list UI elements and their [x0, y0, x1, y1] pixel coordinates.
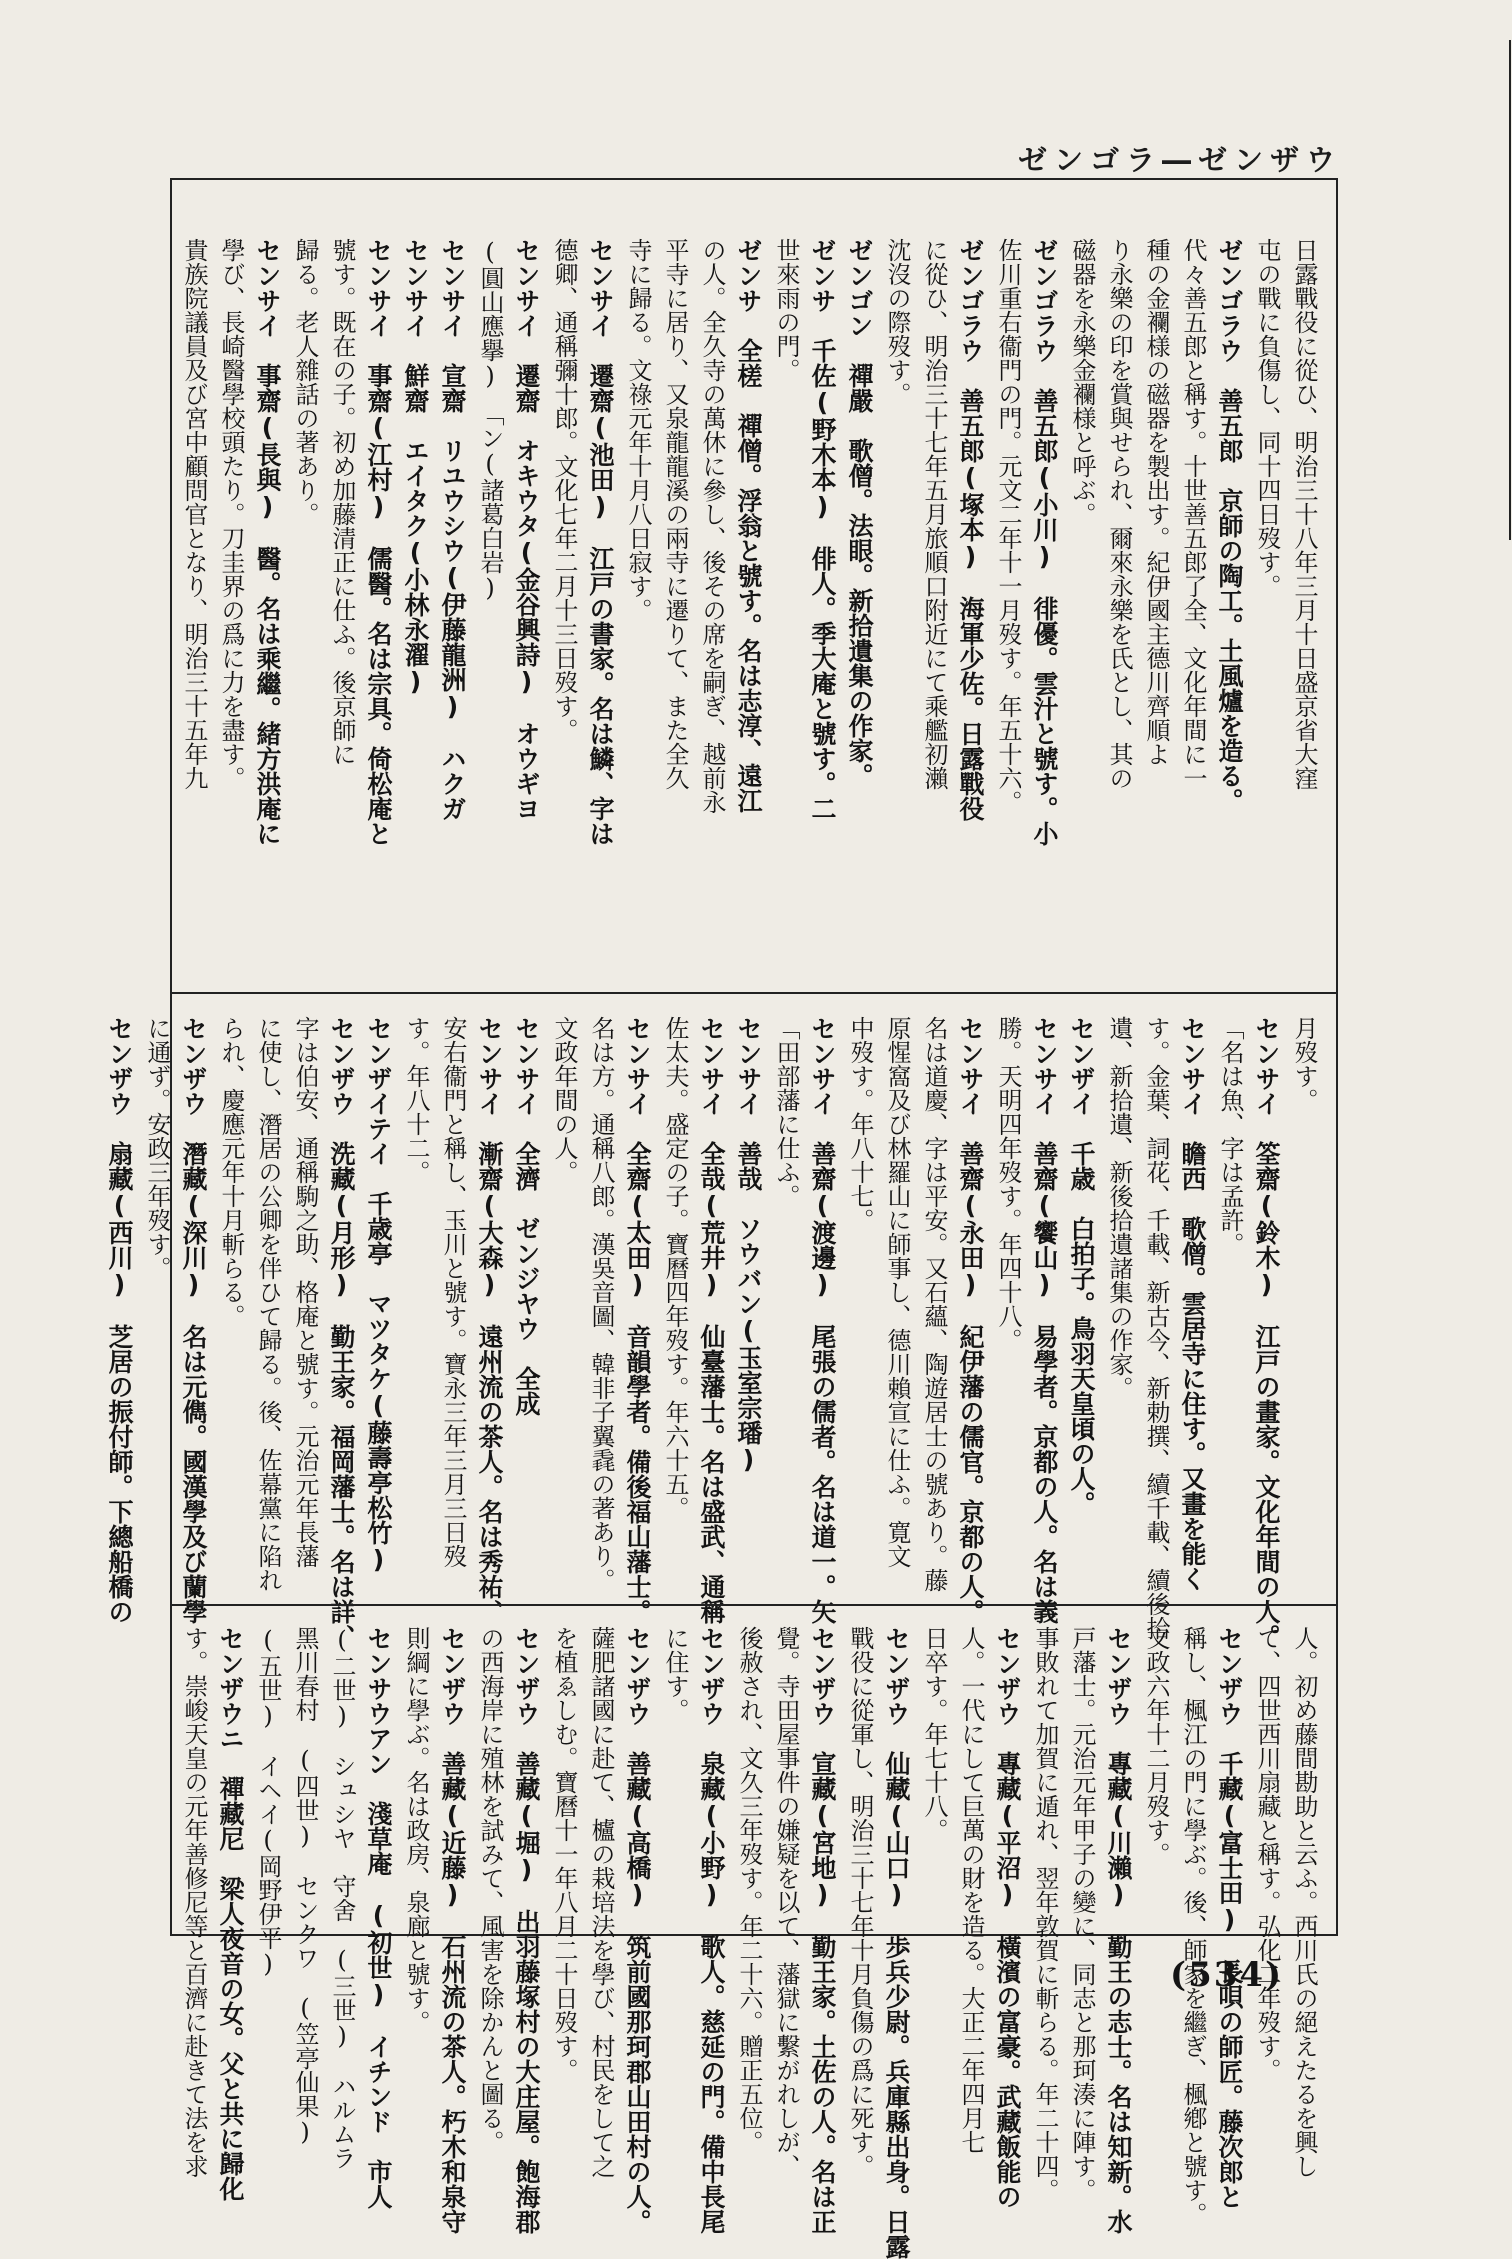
entry-heading-column: ゼンゴン 禪嚴 歌僧。法眼。新拾遺集の作家。: [845, 238, 874, 788]
text-column: られ、慶應元年十月斬らる。: [217, 1016, 245, 1328]
entry-heading-column: ゼンサ 全槎 禪僧。浮翁と號す。名は志淳、遠江: [734, 238, 763, 813]
text-column: 屯の戰に負傷し、同十四日歿す。: [1253, 238, 1281, 598]
entry-heading-column: センザウ 潛藏(深川) 名は元儁。國漢學及び蘭學: [179, 1016, 208, 1624]
text-column: 黑川春村 (四世) センクワ (笠亭仙果): [291, 1626, 319, 2146]
entry-heading-column: センザウニ 禪藏尼 梁人夜音の女。父と共に歸化: [216, 1626, 245, 2201]
text-column: 遺、新拾遺、新後拾遺諸集の作家。: [1105, 1016, 1133, 1400]
text-column: 磁器を永樂金襴様と呼ぶ。: [1068, 238, 1096, 526]
text-column: 日卒す。年七十八。: [920, 1626, 948, 1842]
text-column: 安右衞門と稱し、玉川と號す。寶永三年三月三日歿: [439, 1016, 467, 1568]
text-column: 覺。寺田屋事件の嫌疑を以て、藩獄に繫がれしが、: [772, 1626, 800, 2178]
text-column: 日露戰役に從ひ、明治三十八年三月十日盛京省大窪: [1290, 238, 1318, 790]
entry-heading-column: センザウ 專藏(平沼) 橫濱の富豪。武藏飯能の: [993, 1626, 1022, 2209]
entry-heading-column: センサイ 事齋(長與) 醫。名は乘繼。緒方洪庵に: [253, 238, 282, 846]
text-column: 號す。既在の子。初め加藤清正に仕ふ。後京師に: [328, 238, 356, 766]
text-column: 文政六年十二月歿す。: [1142, 1626, 1170, 1866]
entry-heading-column: センサイ 全濟 ゼンジヤウ 全成: [512, 1016, 541, 1416]
entry-heading-column: センサイ 善齋(永田) 紀伊藩の儒官。京都の人。: [956, 1016, 985, 1624]
text-column: 代々善五郎と稱す。十世善五郎了全、文化年間に一: [1179, 238, 1207, 790]
text-column: 佐太夫。盛定の子。寶曆四年歿す。年六十五。: [661, 1016, 689, 1520]
tier-divider: [172, 992, 1336, 994]
entry-heading-column: センサイ 遷齋 オキウタ(金谷興詩) オウギヨ: [512, 238, 541, 821]
entry-heading-column: センザイテイ 千歳亭 マツタケ(藤壽亭松竹): [364, 1016, 393, 1574]
text-column: 佐川重右衞門の門。元文二年十一月歿す。年五十六。: [994, 238, 1022, 814]
entry-heading-column: センザイ 千歳 白拍子。鳥羽天皇頃の人。: [1067, 1016, 1096, 1516]
entry-heading-column: センザウ 善藏(堀) 出羽藤塚村の大庄屋。飽海郡: [512, 1626, 541, 2234]
text-column: の人。全久寺の萬休に參し、後その席を嗣ぎ、越前永: [698, 238, 726, 814]
text-column: 平寺に居り、又泉龍龍溪の兩寺に遷りて、また全久: [661, 238, 689, 790]
entry-heading-column: センサイ 宣齋 リユウシウ(伊藤龍洲) ハクガ: [438, 238, 467, 821]
text-column: 月歿す。: [1290, 1016, 1318, 1112]
entry-heading-column: ゼンゴラウ 善五郎(小川) 徘優。雲汁と號す。小: [1030, 238, 1059, 846]
entry-heading-column: センザウ 扇藏(西川) 芝居の振付師。下總船橋の: [105, 1016, 134, 1624]
text-column: 事敗れて加賀に遁れ、翌年敦賀に斬らる。年二十四。: [1031, 1626, 1059, 2202]
text-column: 薩肥諸國に赴て、櫨の栽培法を學び、村民をして之: [587, 1626, 615, 2178]
text-column: り永樂の印を賞與せられ、爾來永樂を氏とし、其の: [1105, 238, 1133, 790]
text-column: 字は伯安、通稱駒之助、格庵と號す。元治元年長藩: [291, 1016, 319, 1568]
upper-tier: [172, 224, 1336, 986]
entry-heading-column: センザウ 泉藏(小野) 歌人。慈延の門。備中長尾: [697, 1626, 726, 2234]
text-column: 人。一代にして巨萬の財を造る。大正二年四月七: [957, 1626, 985, 2154]
text-column: 原惺窩及び林羅山に師事し、德川賴宣に仕ふ。寛文: [883, 1016, 911, 1568]
entry-heading-column: センザウ 善藏(近藤) 石州流の茶人。朽木和泉守: [438, 1626, 467, 2234]
text-column: 種の金襴様の磁器を製出す。紀伊國主德川齊順よ: [1142, 238, 1170, 766]
text-column: に使し、潛居の公卿を伴ひて歸る。後、佐幕黨に陷れ: [254, 1016, 282, 1592]
page-number: (534): [1170, 1955, 1284, 1995]
text-column: 中歿す。年八十七。: [846, 1016, 874, 1232]
text-column: す。年八十二。: [402, 1016, 430, 1184]
entry-heading-column: センザウ 千藏(富士田) 長唄の師匠。藤次郎と: [1215, 1626, 1244, 2209]
text-column: に從ひ、明治三十七年五月旅順口附近にて乘艦初瀨: [920, 238, 948, 790]
entry-heading-column: センザウ 善藏(高橋) 筑前國那珂郡山田村の人。: [623, 1626, 652, 2234]
text-column: 人。初め藤間勘助と云ふ。西川氏の絕えたるを興し: [1290, 1626, 1318, 2178]
text-column: 文政年間の人。: [550, 1016, 578, 1184]
text-column: 「名は魚、字は孟許。: [1216, 1016, 1244, 1256]
entry-heading-column: センサウアン 淺草庵 (初世) イチンド 市人: [364, 1626, 393, 2209]
text-column: 世來雨の門。: [772, 238, 800, 382]
scan-edge-line: [1509, 40, 1511, 540]
text-column: の西海岸に殖林を試みて、風害を除かんと圖る。: [476, 1626, 504, 2154]
text-column: 則綱に學ぶ。名は政房、泉廊と號す。: [402, 1626, 430, 2034]
entry-heading-column: センサイ 善哉 ソウバン(玉室宗璠): [734, 1016, 763, 1474]
running-head: ゼンゴラ―ゼンザウ: [1017, 143, 1342, 177]
tier-divider: [172, 1604, 1336, 1606]
text-column: 戸藩士。元治元年甲子の變に、同志と那珂湊に陣す。: [1068, 1626, 1096, 2202]
entry-heading-column: センサイ 善齋(渡邊) 尾張の儒者。名は道一。矢: [808, 1016, 837, 1624]
entry-heading-column: センザウ 仙藏(山口) 歩兵少尉。兵庫縣出身。日露: [882, 1626, 911, 2259]
entry-heading-column: ゼンゴラウ 善五郎 京師の陶工。土風爐を造る。: [1215, 238, 1244, 813]
text-column: (圓山應擧) 「ン(諸葛白岩): [476, 238, 504, 602]
entry-heading-column: センサイ 筌齋(鈴木) 江戸の畫家。文化年間の人。: [1252, 1016, 1281, 1649]
text-column: 戰役に從軍し、明治三十七年十月負傷の爲に死す。: [846, 1626, 874, 2178]
text-column: 稱し、楓江の門に學ぶ。後、師家を繼ぎ、楓鄕と號す。: [1179, 1626, 1207, 2226]
text-column: に通ず。安政三年歿す。: [143, 1016, 171, 1280]
text-column: 勝。天明四年歿す。年四十八。: [994, 1016, 1022, 1352]
entry-heading-column: ゼンゴラウ 善五郎(塚本) 海軍少佐。日露戰役: [956, 238, 985, 821]
entry-heading-column: センサイ 事齋(江村) 儒醫。名は宗具。倚松庵と: [364, 238, 393, 846]
text-column: 沈沒の際歿す。: [883, 238, 911, 406]
entry-heading-column: センサイ 鮮齋 エイタク(小林永濯): [401, 238, 430, 696]
entry-heading-column: センサイ 全哉(荒井) 仙臺藩士。名は盛武、通稱: [697, 1016, 726, 1624]
text-column: て、四世西川扇藏と稱す。弘化二年歿す。: [1253, 1626, 1281, 2082]
text-column: 寺に歸る。文祿元年十月八日寂す。: [624, 238, 652, 622]
entry-heading-column: センザウ 專藏(川瀨) 勤王の志士。名は知新。水: [1104, 1626, 1133, 2234]
middle-tier: [105, 1002, 1336, 1649]
text-column: (二世) シュシヤ 守舍 (三世) ハルムラ: [328, 1626, 356, 2170]
entry-heading-column: センザウ 宣藏(宮地) 勤王家。土佐の人。名は正: [808, 1626, 837, 2234]
text-column: 德卿、通稱彌十郎。文化七年二月十三日歿す。: [550, 238, 578, 742]
entry-heading-column: センザウ 洗藏(月形) 勤王家。福岡藩士。名は詳、: [327, 1016, 356, 1649]
text-column: 名は方。通稱八郎。漢吳音圖、韓非子翼毳の著あり。: [587, 1016, 615, 1592]
entry-heading-column: センサイ 漸齋(大森) 遠州流の茶人。名は秀祐、: [475, 1016, 504, 1624]
entry-heading-column: ゼンサ 千佐(野木本) 俳人。季大庵と號す。二: [808, 238, 837, 821]
text-column: 歸る。老人雜話の著あり。: [291, 238, 319, 526]
text-column: 「田部藩に仕ふ。: [772, 1016, 800, 1208]
text-column: 後赦され、文久三年歿す。年二十六。贈正五位。: [735, 1626, 763, 2154]
entry-heading-column: センサイ 遷齋(池田) 江戸の書家。名は鱗、字は: [586, 238, 615, 846]
text-column: 學び、長崎醫學校頭たり。刀圭界の爲に力を盡す。: [217, 238, 245, 790]
text-column: 貴族院議員及び宮中顧問官となり、明治三十五年九: [180, 238, 208, 790]
entry-heading-column: センサイ 善齋(饗山) 易學者。京都の人。名は義: [1030, 1016, 1059, 1624]
text-column: を植ゑしむ。寶曆十一年八月二十日歿す。: [550, 1626, 578, 2082]
text-column: す。崇峻天皇の元年善修尼等と百濟に赴きて法を求: [180, 1626, 208, 2178]
text-column: (五世) イヘイ(岡野伊平): [254, 1626, 282, 1978]
text-column: す。金葉、詞花、千載、新古今、新勅撰、續千載、續後拾: [1142, 1016, 1170, 1640]
text-column: 名は道慶、字は平安。又石蘊、陶遊居士の號あり。藤: [920, 1016, 948, 1592]
entry-heading-column: センサイ 瞻西 歌僧。雲居寺に住す。又畫を能く: [1178, 1016, 1207, 1591]
entry-heading-column: センサイ 全齋(太田) 音韻學者。備後福山藩士。: [623, 1016, 652, 1624]
text-column: に住す。: [661, 1626, 689, 1722]
